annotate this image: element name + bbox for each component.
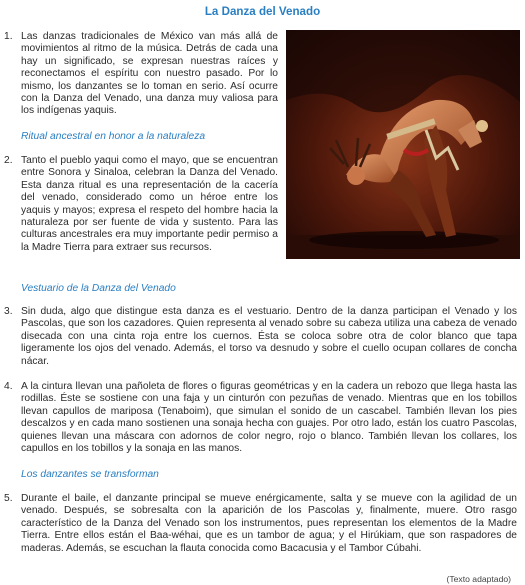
subheading-vestuario: Vestuario de la Danza del Venado: [21, 283, 176, 294]
paragraph-text: A la cintura llevan una pañoleta de flores o figuras geométricas y en la cadera un rebozo que llega hasta las rodillas. Éste se sostiene con una faja y un cinturón con pezuñas de venado. Mientras que en los tobillos llevan capullos de mariposa (Tenaboim), que simulan el sonido de un cascabel. También llevan los pies descalzos y en cada mano sostienen una sonaja hecha con guajes. Por otro lado, están los cuatro Pascolas, quienes llevan una máscara con adornos de color negro, rojo o blanco. También llevan los collares, los capullos en los tobillos y la sonaja en las manos.: [21, 381, 517, 455]
paragraph-number: 4.: [4, 381, 13, 392]
paragraph-number: 5.: [4, 493, 13, 504]
paragraph-text: Las danzas tradicionales de México van más allá de movimientos al ritmo de la música. Detrás de cada una hay un significado, se expresan nuestras raíces y reconectamos el espíritu con nuestro pasado. Por lo mismo, los danzantes se lo toman en serio. Así ocurre con la Danza del Venado, una danza muy valiosa para los indígenas yaquis.: [21, 31, 278, 117]
paragraph-text: Tanto el pueblo yaqui como el mayo, que se encuentran entre Sonora y Sinaloa, celebran la Danza del Venado. Esta danza ritual es una representación de la cacería del venado, considerado como un héroe entre los yaquis y mayos; expresa el respeto del hombre hacia la naturaleza por ser fuente de vida y sustento. Para las culturas ancestrales era muy importante pedir permiso a la Madre Tierra para extraer sus recursos.: [21, 155, 278, 253]
source-note: (Texto adaptado): [446, 574, 511, 584]
page-title: La Danza del Venado: [204, 5, 321, 18]
paragraph-3: [4, 306, 517, 368]
subheading-ritual: Ritual ancestral en honor a la naturaleza: [21, 131, 206, 142]
paragraph-4: [4, 381, 517, 455]
paragraph-5: [4, 493, 517, 555]
paragraph-number: 3.: [4, 306, 13, 317]
paragraph-1: [4, 31, 278, 118]
paragraph-number: 1.: [4, 31, 13, 42]
paragraph-text: Sin duda, algo que distingue esta danza es el vestuario. Dentro de la danza participan el Venado y los Pascolas, que son los cazadores. Quien representa al venado sobre su cabeza utiliza una cabeza de venado disecada con una cinta roja entre los cuernos. Ésta se coloca sobre otra de color blanco que tapa ligeramente los ojos del venado. Además, el torso va desnudo y sobre el cuello ocupan collares de concha nácar.: [21, 306, 517, 367]
paragraph-text: Durante el baile, el danzante principal se mueve enérgicamente, salta y se mueve con la agilidad de un venado. Después, se sobresalta con la aparición de los Pascolas y, finalmente, muere. Otro rasgo característico de la Danza del Venado son los instrumentos, pues representan los elementos de la Madre Tierra. Entre ellos están el Baa-wéhai, que es un tambor de agua; y el Hirúkiam, que son raspadores de maderas. Además, se escuchan la flauta conocida como Bacacusia y el Tambor Cúbahi.: [21, 493, 517, 554]
deer-dancer-photo: [286, 30, 520, 259]
deer-dancer-illustration: [286, 30, 520, 259]
paragraph-2: [4, 155, 278, 254]
subheading-danzantes: Los danzantes se transforman: [21, 469, 159, 480]
paragraph-number: 2.: [4, 155, 13, 166]
